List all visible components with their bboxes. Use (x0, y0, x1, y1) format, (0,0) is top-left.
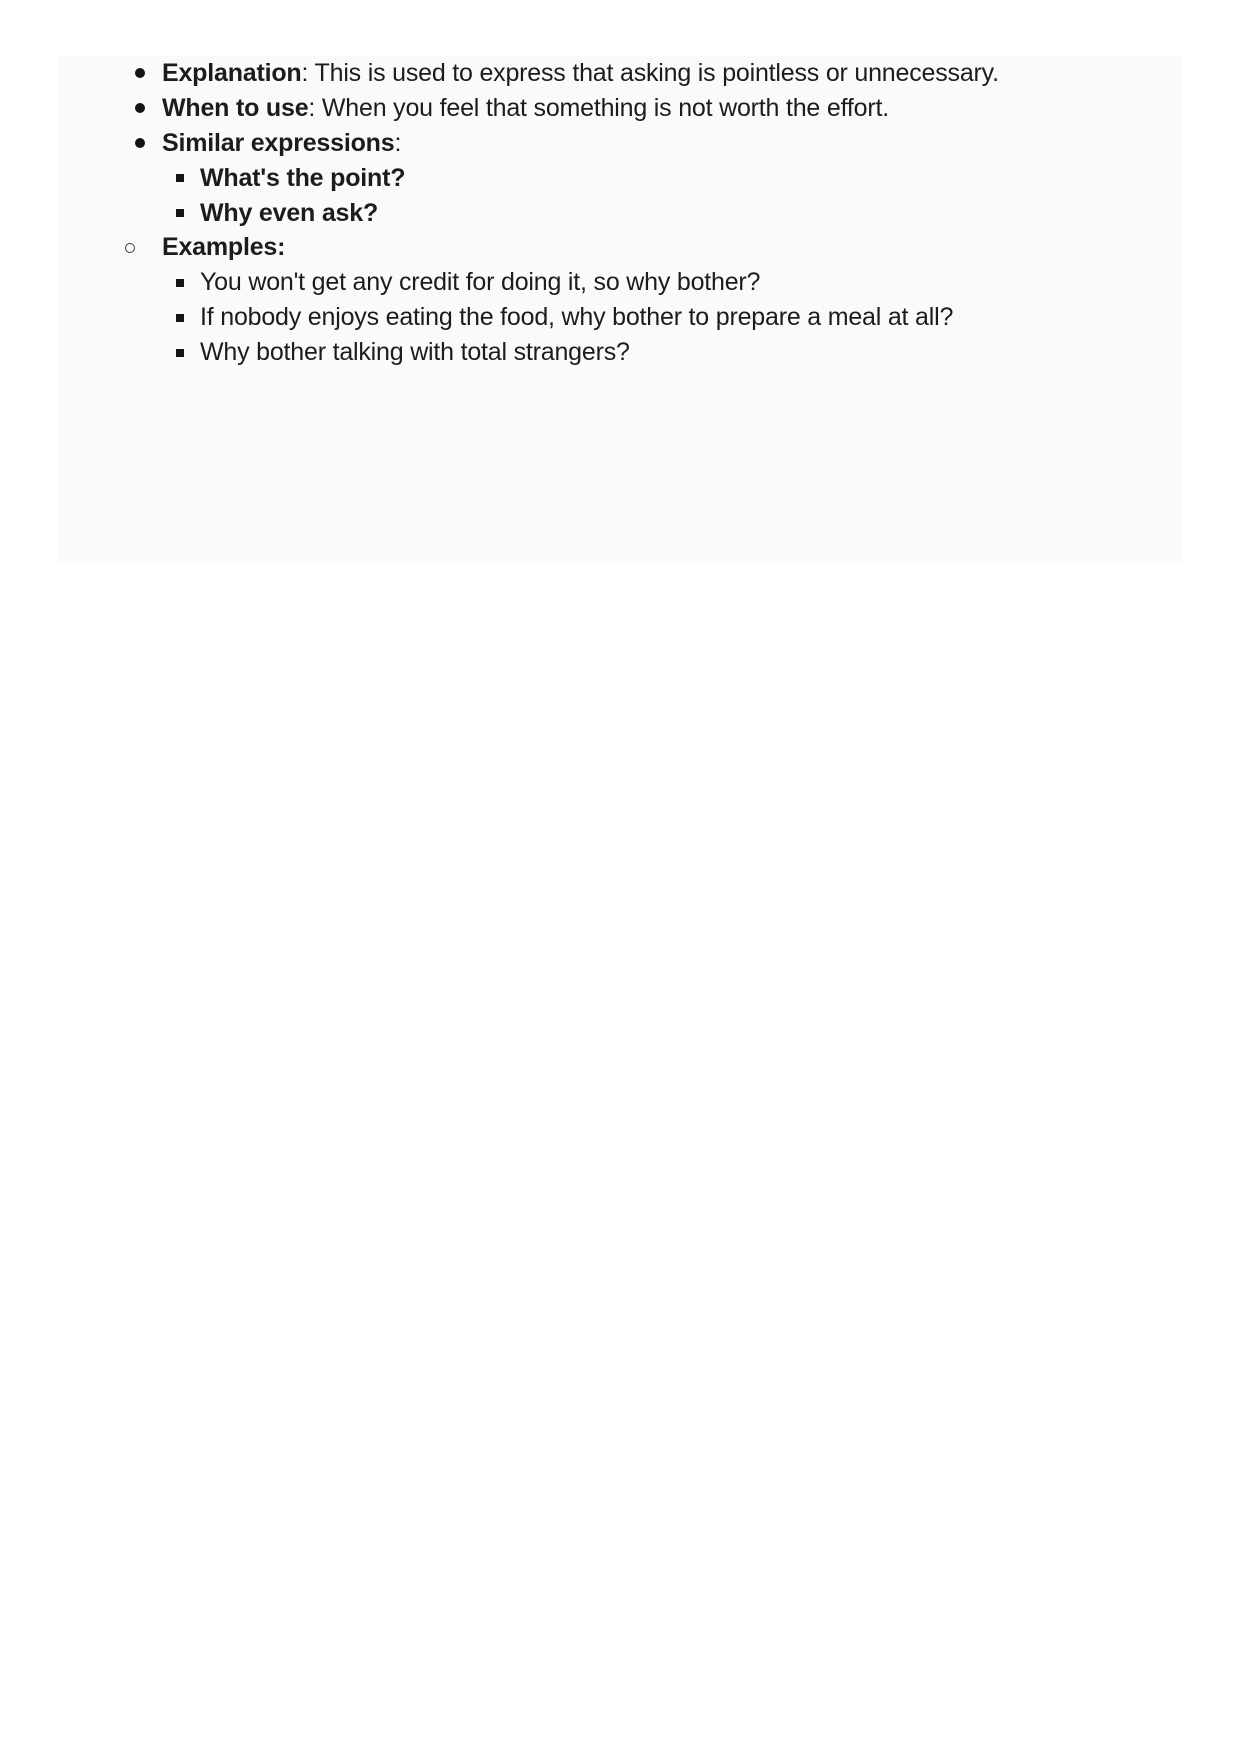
list-item-label: Why even ask? (200, 198, 379, 227)
list-item-text (200, 268, 760, 297)
list-item-label: What's the point? (200, 163, 406, 192)
list-item-text (162, 233, 285, 262)
list-item-text (162, 94, 889, 123)
bullet-square-icon (176, 279, 184, 287)
list-item-body: : (394, 128, 402, 157)
list-item-body: You won't get any credit for doing it, so why bother? (200, 268, 761, 297)
list-item-label: Similar expressions (162, 128, 395, 157)
list-item (58, 161, 1183, 196)
list-item (58, 230, 1183, 265)
list-item (58, 126, 1183, 161)
list-item-text (200, 338, 630, 367)
bullet-square-icon (176, 314, 184, 322)
bullet-square-icon (176, 349, 184, 357)
bullet-list (58, 56, 1183, 370)
list-item-body: If nobody enjoys eating the food, why bother to prepare a meal at all? (200, 303, 954, 332)
bullet-disc-icon (135, 103, 145, 113)
content-panel (58, 56, 1183, 563)
list-item-label: When to use (162, 93, 309, 122)
list-item (58, 91, 1183, 126)
list-item (58, 196, 1183, 231)
list-item-text (162, 129, 401, 158)
list-item-body: : This is used to express that asking is pointless or unnecessary. (301, 58, 999, 87)
list-item (58, 335, 1183, 370)
list-item-text (200, 164, 405, 193)
list-item-body: Why bother talking with total strangers? (200, 338, 630, 367)
list-item-body: : When you feel that something is not worth the effort. (308, 93, 889, 122)
list-item-label: Examples: (162, 233, 286, 262)
list-item-text (200, 199, 378, 228)
bullet-square-icon (176, 174, 184, 182)
list-item (58, 300, 1183, 335)
bullet-disc-icon (135, 68, 145, 78)
bullet-disc-icon (135, 138, 145, 148)
list-item-text (162, 59, 999, 88)
list-item (58, 56, 1183, 91)
list-item-label: Explanation (162, 58, 302, 87)
bullet-circle-icon (125, 243, 135, 253)
bullet-square-icon (176, 209, 184, 217)
list-item-text (200, 303, 953, 332)
list-item (58, 265, 1183, 300)
